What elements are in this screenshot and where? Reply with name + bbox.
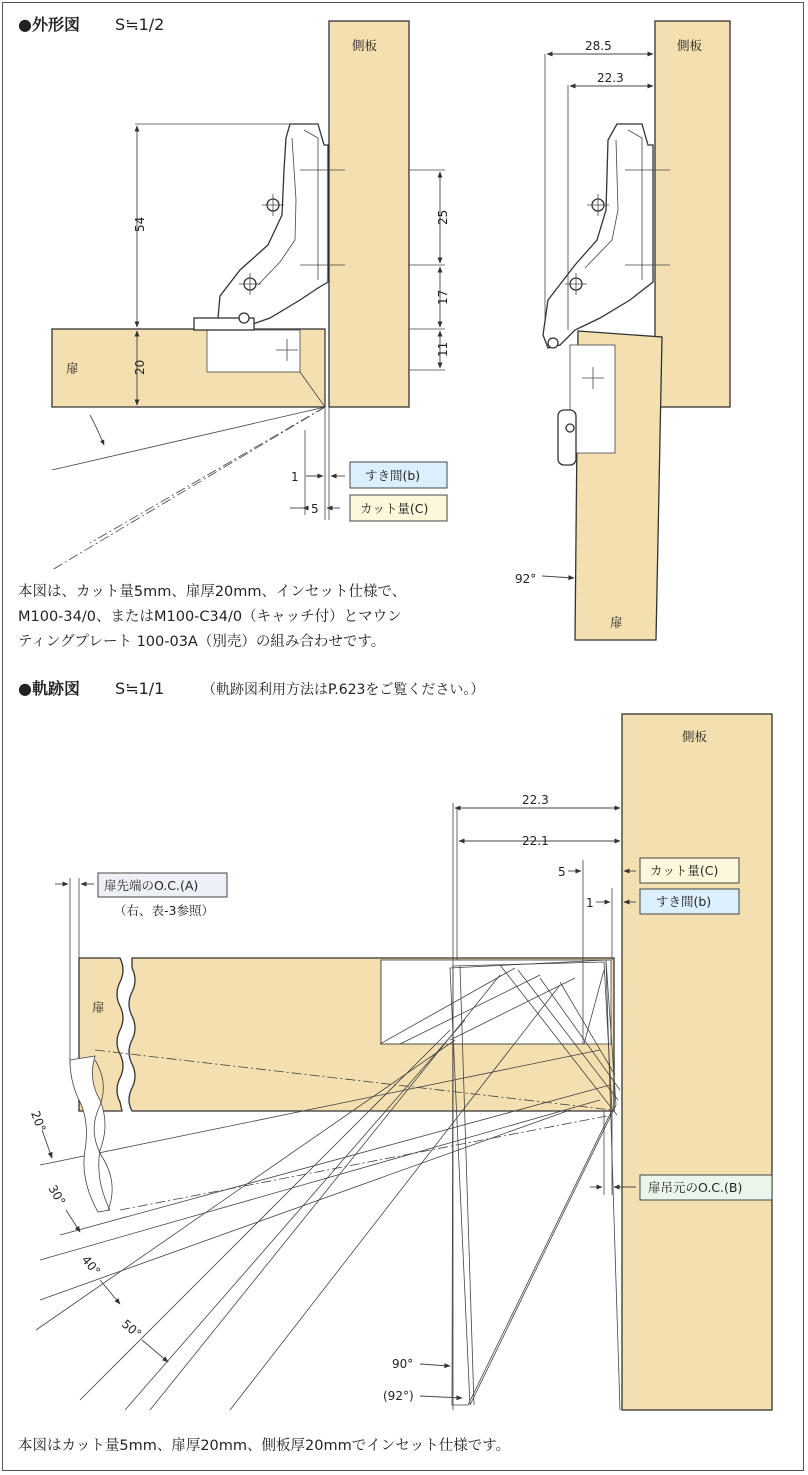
- dim-20-label: 20: [133, 359, 147, 375]
- dim-28-5-label: 28.5: [585, 39, 612, 53]
- angle-30-arrow: [66, 1210, 80, 1232]
- dim-11-label: 11: [436, 341, 450, 357]
- angle-50: 50°: [118, 1316, 145, 1342]
- section2-note: 本図はカット量5mm、扉厚20mm、側板厚20mmでインセット仕様です。: [18, 1438, 511, 1454]
- side-panel-trajectory-label: 側板: [682, 729, 708, 744]
- cut-box-2-label: カット量(C): [650, 863, 719, 878]
- side-panel-right: [655, 21, 730, 407]
- cup-pocket-right: [570, 345, 615, 453]
- angle-30: 30°: [45, 1182, 69, 1208]
- dim-1-label: 1: [291, 470, 299, 484]
- oc-a-ref: （右、表-3参照）: [114, 903, 214, 918]
- dim-5-label: 5: [311, 502, 319, 516]
- oc-a-label: 扉先端のO.C.(A): [104, 878, 199, 893]
- door-label-right: 扉: [610, 615, 623, 630]
- angle-90: 90°: [392, 1357, 414, 1371]
- dim-25-label: 25: [436, 209, 450, 225]
- oc-b-label: 扉吊元のO.C.(B): [648, 1180, 743, 1195]
- angle-92-label: 92°: [515, 572, 537, 586]
- swing-line-1: [52, 407, 325, 570]
- swing-line-3: [90, 407, 325, 543]
- angle-92: (92°): [383, 1389, 414, 1403]
- section1-note-line-3: ティングプレート 100-03A（別売）の組み合わせです。: [18, 634, 386, 650]
- section2-title: ●軌跡図: [18, 679, 80, 698]
- dim-54-label: 54: [133, 216, 147, 232]
- swing-arrow: [90, 415, 104, 445]
- dim-17-label: 17: [436, 289, 450, 305]
- angle-50-arrow: [142, 1340, 168, 1362]
- hinge-left: [194, 124, 345, 361]
- swing-line-2: [52, 407, 325, 470]
- section2-scale: S≒1/1: [115, 679, 165, 698]
- side-panel-left: [329, 21, 409, 407]
- door-label-left: 扉: [66, 361, 79, 376]
- clearance-box-1-label: すき間(b): [365, 468, 421, 483]
- dim-22-1-traj-label: 22.1: [522, 834, 549, 848]
- angle-20-arrow: [42, 1130, 52, 1158]
- section1-note-line-2: M100-34/0、またはM100-C34/0（キャッチ付）とマウン: [18, 609, 402, 625]
- cup-pocket-left: [207, 330, 300, 372]
- angle-20: 20°: [28, 1109, 49, 1134]
- section1-note: [18, 580, 406, 655]
- angle-92-arrow: [420, 1396, 462, 1398]
- angle-40: 40°: [78, 1252, 104, 1279]
- door-trajectory-label: 扉: [92, 1000, 105, 1015]
- dim-22-3-traj-label: 22.3: [522, 793, 549, 807]
- section1-note-line-1: 本図は、カット量5mm、扉厚20mm、インセット仕様で、: [18, 584, 407, 600]
- section1-scale: S≒1/2: [115, 15, 165, 34]
- section2-subtitle: （軌跡図利用方法はP.623をご覧ください。）: [202, 682, 485, 698]
- angle-40-arrow: [100, 1280, 120, 1304]
- dim-22-3-label: 22.3: [597, 71, 624, 85]
- cut-box-1-label: カット量(C): [360, 501, 429, 516]
- door-closed: [79, 958, 614, 1111]
- angle-90-arrow: [420, 1364, 450, 1366]
- side-panel-label-left: 側板: [352, 38, 378, 53]
- side-panel-trajectory: [622, 714, 772, 1410]
- clearance-box-2-label: すき間(b): [656, 894, 712, 909]
- dim-5-traj-label: 5: [558, 865, 566, 879]
- angle-92-arrow: [542, 576, 574, 578]
- side-panel-label-right: 側板: [677, 38, 703, 53]
- dim-1-traj-label: 1: [586, 896, 594, 910]
- section1-title: ●外形図: [18, 15, 80, 34]
